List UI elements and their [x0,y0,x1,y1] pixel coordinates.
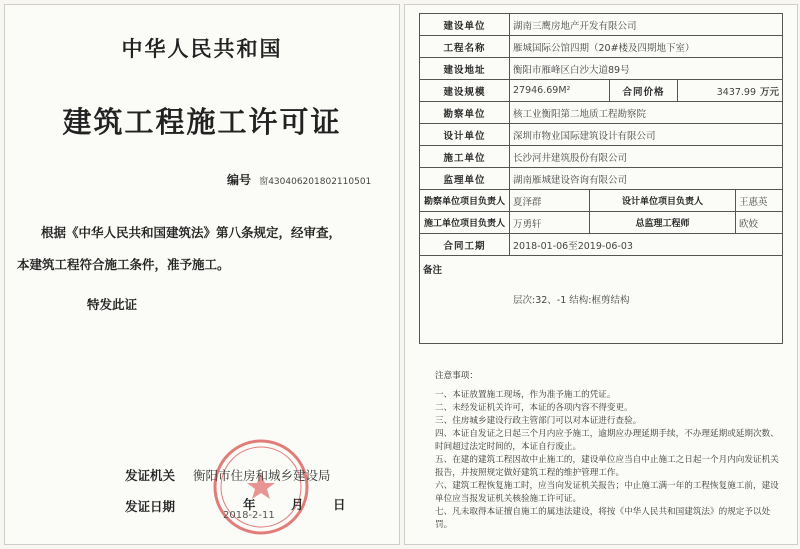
survey-unit-label: 勘察单位 [420,102,510,124]
design-lead-label: 设计单位项目负责人 [590,190,736,212]
country-heading: 中华人民共和国 [121,36,283,61]
remarks-value: 层次:32、-1 结构:框剪结构 [513,295,630,306]
official-seal-icon [211,437,311,537]
table-row [420,36,783,58]
permit-cover-page [4,4,400,545]
issuer-label: 发证机关 [125,468,176,483]
notices-heading: 注意事项： [435,371,478,381]
contract-price-unit: 万元 [760,86,780,98]
serial-value: 窗430406201802110501 [259,177,372,187]
construction-scale-label: 建设规模 [420,80,510,102]
table-row [420,14,783,36]
table-row [420,190,783,212]
legal-basis-text: 根据《中华人民共和国建筑法》第八条规定，经审查， [41,225,342,240]
table-row [420,80,783,102]
construction-scale-value: 27946.69M² [510,80,610,102]
hereby-issued-text: 特发此证 [87,297,138,312]
contractor-lead-label: 施工单位项目负责人 [420,212,510,234]
contract-price-label: 合同价格 [610,80,678,102]
construction-unit-value: 湖南三鹰房地产开发有限公司 [510,14,783,36]
design-unit-value: 深圳市物业国际建筑设计有限公司 [510,124,783,146]
chief-supervisor-value: 欧姣 [736,212,783,234]
survey-unit-value: 核工业衡阳第二地质工程勘察院 [510,102,783,124]
table-row [420,234,783,256]
table-row [420,168,783,190]
notice-item: 二、未经发证机关许可，本证的各项内容不得变更。 [435,403,633,413]
table-row [420,102,783,124]
month-char: 月 [291,497,304,512]
notice-item: 三、住房城乡建设行政主管部门可以对本证进行查验。 [435,416,642,426]
contractor-label: 施工单位 [420,146,510,168]
construction-address-label: 建设地址 [420,58,510,80]
project-name-value: 雁城国际公馆四期（20#楼及四期地下室） [510,36,783,58]
contract-period-label: 合同工期 [420,234,510,256]
serial-label: 编号 [227,173,252,187]
table-row [420,124,783,146]
certificate-title: 建筑工程施工许可证 [62,105,342,139]
notice-item: 一、本证放置施工现场，作为准予施工的凭证。 [435,390,616,400]
construction-unit-label: 建设单位 [420,14,510,36]
contract-period-value: 2018-01-06至2019-06-03 [510,234,783,256]
stamp-date: 2018-2-11 [223,510,275,521]
issue-date-label: 发证日期 [125,499,176,514]
contract-price-cell [678,80,783,102]
day-char: 日 [333,497,346,512]
design-unit-label: 设计单位 [420,124,510,146]
permit-detail-page [404,4,798,545]
contractor-value: 长沙河井建筑股份有限公司 [510,146,783,168]
supervisor-unit-label: 监理单位 [420,168,510,190]
notice-item: 七、凡未取得本证擅自施工的属违法建设，将按《中华人民共和国建筑法》的规定予以处罚。 [435,507,771,530]
contractor-lead-value: 万勇轩 [510,212,590,234]
remarks-label: 备注 [423,265,443,276]
table-row [420,212,783,234]
notice-item: 六、建筑工程恢复施工时，应当向发证机关报告；中止施工满一年的工程恢复施工前，建设单位应当报发证机关核验施工许可证。 [435,481,779,504]
survey-lead-value: 夏泽群 [510,190,590,212]
approval-text: 本建筑工程符合施工条件，准予施工。 [17,257,230,272]
contract-price-value: 3437.99 [716,86,757,98]
notice-item: 四、本证自发证之日起三个月内应予施工，逾期应办理延期手续，不办理延期或延期次数、时间超过法定时间的，本证自行废止。 [435,429,779,452]
serial-number [227,171,371,188]
construction-address-value: 衡阳市雁峰区白沙大道89号 [510,58,783,80]
design-lead-value: 王惠英 [736,190,783,212]
survey-lead-label: 勘察单位项目负责人 [420,190,510,212]
project-name-label: 工程名称 [420,36,510,58]
table-row [420,256,783,344]
table-row [420,58,783,80]
issuer-value: 衡阳市住房和城乡建设局 [193,468,331,483]
notice-item: 五、在建的建筑工程因故中止施工的，建设单位应当自中止施工之日起一个月内向发证机关报告，并按照规定做好建筑工程的维护管理工作。 [435,455,779,478]
chief-supervisor-label: 总监理工程师 [590,212,736,234]
year-char: 年 [243,497,256,512]
notices-section [435,370,783,532]
project-info-table [419,13,783,344]
supervisor-unit-value: 湖南雁城建设咨询有限公司 [510,168,783,190]
table-row [420,146,783,168]
remarks-cell [420,256,783,344]
